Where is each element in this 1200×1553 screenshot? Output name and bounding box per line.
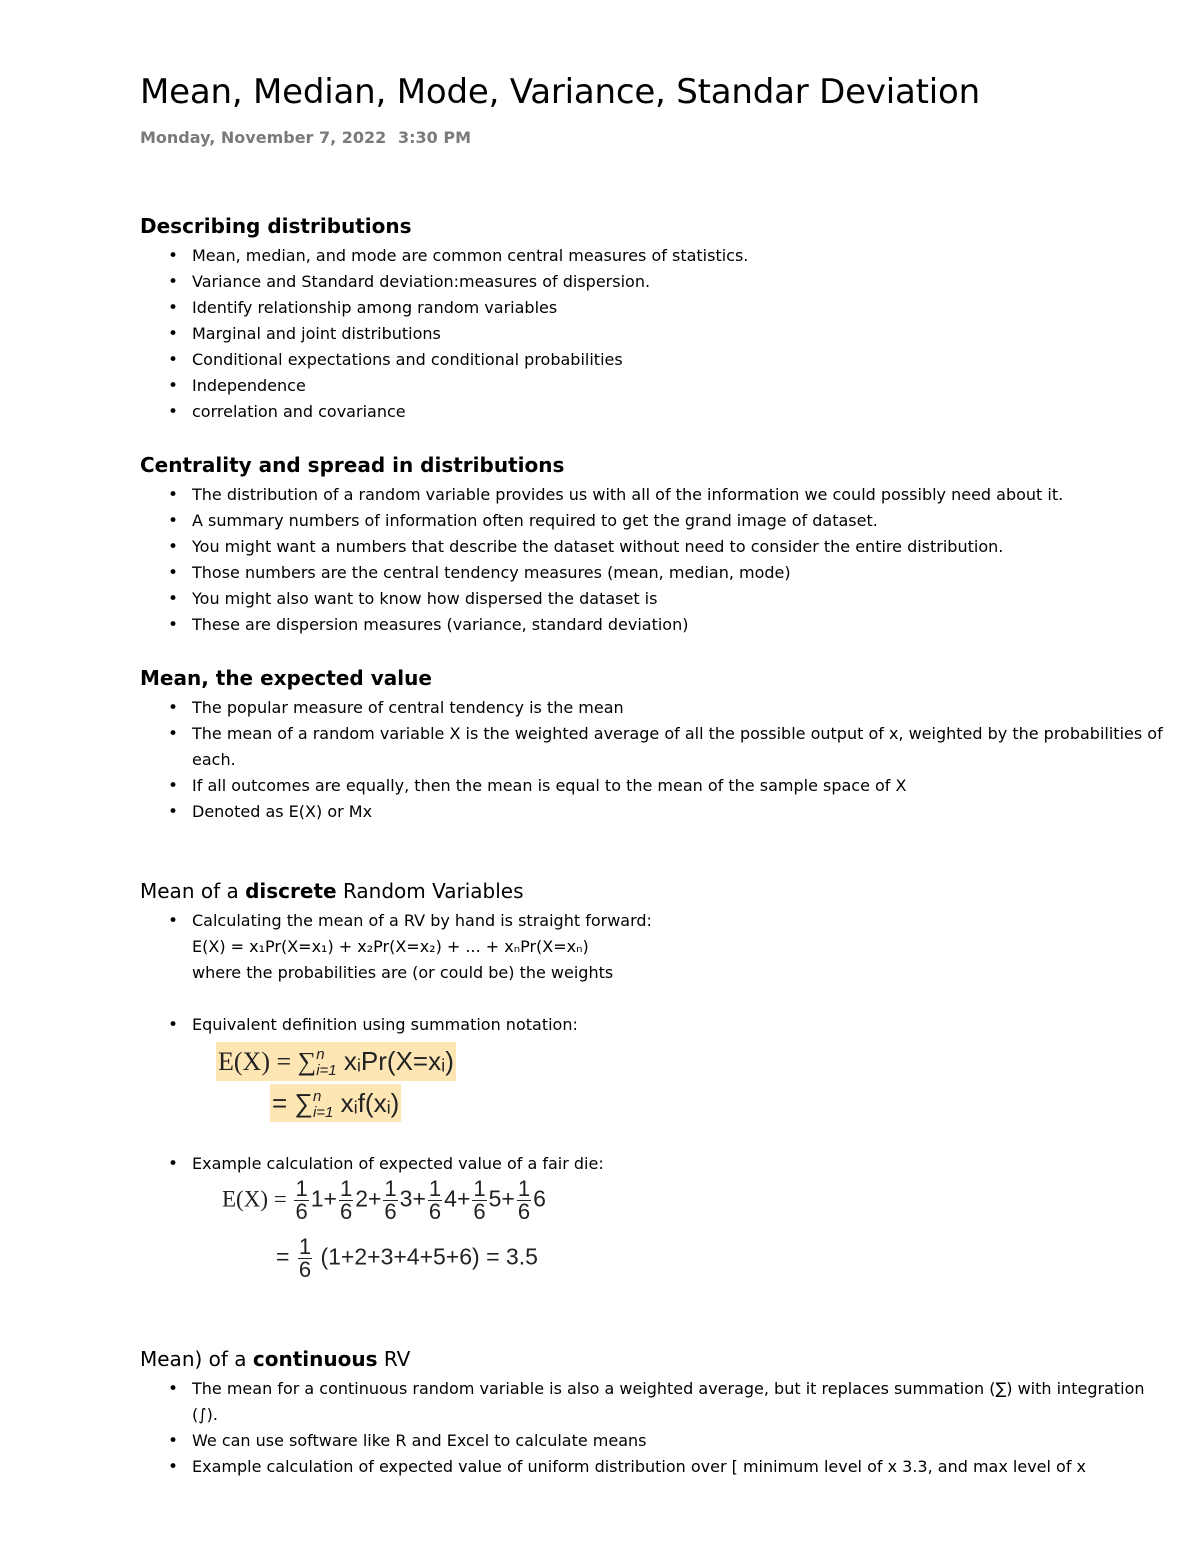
list-item: • Mean, median, and mode are common central measures of statistics. [140, 243, 1170, 269]
fraction: $\frac{1}{6}$ [298, 1234, 312, 1282]
section-heading: Centrality and spread in distributions [140, 453, 565, 477]
list-item: • The distribution of a random variable provides us with all of the information we could possibly need about it. [140, 482, 1170, 508]
summation-formula-line-2: = ∑ n i=1 xᵢf(xᵢ) [270, 1084, 401, 1122]
page-date: Monday, November 7, 2022 [140, 128, 387, 147]
list-item: • You might want a numbers that describe the dataset without need to consider the entire distribution. [140, 534, 1170, 560]
section-heading: Describing distributions [140, 214, 412, 238]
list-item: • These are dispersion measures (variance, standard deviation) [140, 612, 1170, 638]
fraction: $\frac{1}{6}$ [339, 1176, 353, 1224]
list-item [140, 908, 1170, 986]
section-expected-value [140, 664, 1170, 825]
list-item: • Variance and Standard deviation:measures of dispersion. [140, 269, 1170, 295]
section-describing [140, 212, 1170, 425]
section-heading: Mean, the expected value [140, 666, 432, 690]
list-item: • Conditional expectations and conditional probabilities [140, 347, 1170, 373]
list-item: • correlation and covariance [140, 399, 1170, 425]
list-item-text: • Calculating the mean of a RV by hand is straight forward: [192, 911, 652, 930]
list-item: • Independence [140, 373, 1170, 399]
list-item: • Denoted as E(X) or Mx [140, 799, 1170, 825]
section-heading: Mean) of a continuous RV [140, 1347, 411, 1371]
bullet-list [140, 1012, 1170, 1038]
bullet-list [140, 908, 1170, 986]
section-die-example [140, 1151, 1170, 1177]
page-time: 3:30 PM [398, 128, 472, 147]
die-formula-line-2: = $\frac{1}{6}$ (1+2+3+4+5+6) = 3.5 [276, 1234, 538, 1282]
fraction: $\frac{1}{6}$ [517, 1176, 531, 1224]
list-item: • A summary numbers of information often required to get the grand image of dataset. [140, 508, 1170, 534]
section-discrete [140, 877, 1170, 1038]
section-centrality [140, 451, 1170, 638]
section-continuous [140, 1345, 1170, 1480]
bullet-list [140, 1151, 1170, 1177]
list-item: • Example calculation of expected value of a fair die: [140, 1151, 1170, 1177]
list-item: • Example calculation of expected value of uniform distribution over [ minimum level of x 3.3, and max level of x [140, 1454, 1170, 1480]
list-item: • The mean of a random variable X is the weighted average of all the possible output of x, weighted by the probabilities of each. [140, 721, 1170, 773]
bullet-list [140, 243, 1170, 425]
list-item: • The popular measure of central tendency is the mean [140, 695, 1170, 721]
fraction: $\frac{1}{6}$ [295, 1176, 308, 1224]
list-item: • Those numbers are the central tendency measures (mean, median, mode) [140, 560, 1170, 586]
formula-note: where the probabilities are (or could be) the weights [192, 963, 614, 982]
expected-value-formula: E(X) = x₁Pr(X=x₁) + x₂Pr(X=x₂) + ... + xₙPr(X=xₙ) [192, 937, 589, 956]
section-heading: Mean of a discrete Random Variables [140, 879, 524, 903]
page-title: Mean, Median, Mode, Variance, Standar Deviation [140, 72, 981, 112]
list-item: • We can use software like R and Excel to calculate means [140, 1428, 1170, 1454]
list-item: • Marginal and joint distributions [140, 321, 1170, 347]
bullet-list [140, 695, 1170, 825]
list-item: • The mean for a continuous random variable is also a weighted average, but it replaces summation (∑) with integration (∫). [140, 1376, 1170, 1428]
fraction: $\frac{1}{6}$ [428, 1176, 442, 1224]
fraction: $\frac{1}{6}$ [473, 1176, 486, 1224]
list-item: • Equivalent definition using summation notation: [140, 1012, 1170, 1038]
die-formula-line-1: E(X) = $\frac{1}{6}$ 1+ $\frac{1}{6}$ 2+ $\frac{1}{6}$ 3+ $\frac{1}{6}$ 4+ $\frac{1}{6}$ 5+ $\frac{1}{6}$ 6 [222, 1176, 546, 1224]
fraction: $\frac{1}{6}$ [384, 1176, 397, 1224]
list-item: • If all outcomes are equally, then the mean is equal to the mean of the sample space of X [140, 773, 1170, 799]
bullet-list [140, 1376, 1170, 1480]
list-item: • You might also want to know how dispersed the dataset is [140, 586, 1170, 612]
summation-formula-line-1: E(X) = ∑ n i=1 xᵢPr(X=xᵢ) [216, 1042, 456, 1081]
bullet-list [140, 482, 1170, 638]
list-item: • Identify relationship among random variables [140, 295, 1170, 321]
